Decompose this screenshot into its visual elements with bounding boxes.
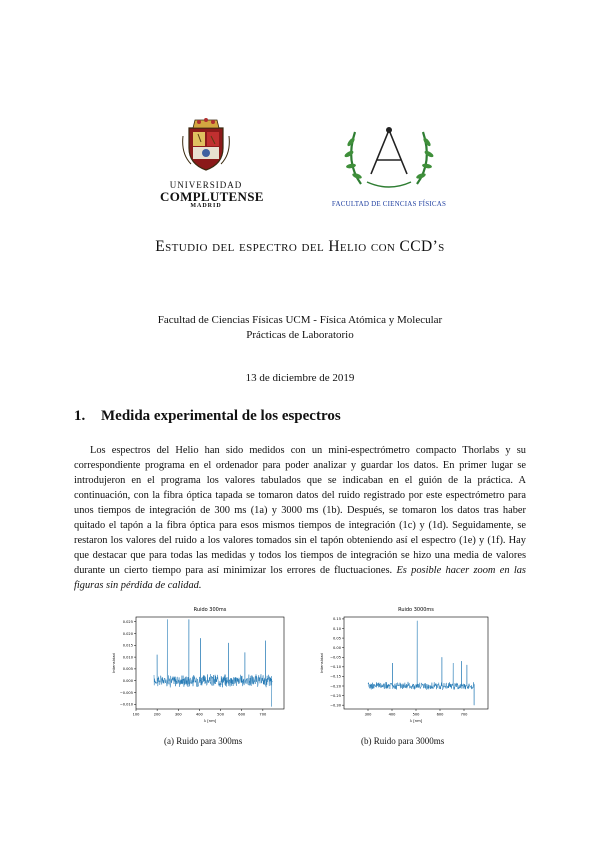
chart-title: Ruido 300ms	[193, 607, 227, 613]
plot-frame	[136, 617, 284, 709]
y-tick-label: 0.00	[332, 645, 341, 650]
section-number: 1.	[74, 408, 86, 424]
ucm-line3: MADRID	[190, 203, 222, 209]
y-tick-label: 0.025	[122, 620, 133, 625]
y-tick-label: 0.005	[122, 667, 133, 672]
x-tick-label: 100	[132, 712, 140, 717]
x-tick-label: 400	[388, 712, 396, 717]
series-line	[368, 621, 475, 705]
y-tick-label: 0.010	[122, 655, 133, 660]
x-axis-label: λ [nm]	[203, 718, 217, 723]
figure-ruido-3000ms	[318, 603, 494, 725]
body-paragraph	[74, 443, 526, 593]
y-tick-label: −0.05	[329, 655, 341, 660]
section-title: Medida experimental de los espectros	[101, 408, 341, 424]
ucm-line1: UNIVERSIDAD	[169, 180, 243, 190]
paragraph-italic-note: Es posible hacer zoom en las figuras sin pérdida de calidad.	[74, 565, 526, 591]
y-axis-label: Intensidad	[319, 653, 324, 673]
x-tick-label: 500	[217, 712, 225, 717]
caption-b: (b) Ruido para 3000ms	[361, 736, 445, 746]
y-tick-label: 0.015	[122, 643, 133, 648]
y-tick-label: −0.30	[329, 703, 341, 708]
date: 13 de diciembre de 2019	[245, 372, 355, 384]
ucm-line2: COMPLUTENSE	[160, 189, 264, 204]
section-heading	[74, 408, 341, 425]
y-tick-label: 0.15	[332, 617, 341, 622]
y-tick-label: 0.05	[332, 636, 341, 641]
y-tick-label: −0.10	[329, 665, 341, 670]
x-tick-label: 500	[412, 712, 420, 717]
y-tick-label: 0.10	[332, 626, 341, 631]
y-tick-label: 0.000	[122, 678, 133, 683]
chart-title: Ruido 3000ms	[398, 607, 434, 613]
paragraph-body: Los espectros del Helio han sido medidos con un mini-espectrómetro compacto Thorlabs y su correspondiente programa en el ordenador para poder analizar y guardar los datos. En primer lugar se introdujeron en el programa los valores tabulados que se indicaban en el guión de la práctica. A continuación, con la fibra óptica tapada se tomaron datos del ruido registrado por este espectrómetro para unos tiempos de integración de 300 ms (1a) y 3000 ms (1b). Después, se tomaron los datos tras haber quitado el tapón a la fibra óptica para esos mismos tiempos de integración (1c) y (1d). Seguidamente, se restaron los valores del ruido a los valores tomados sin el tapón obteniendo así el espectro (1e) y (1f). Hay que destacar que para todas las medidas y todos los tiempos de integración se hizo una media de valores durante un cierto tiempo para así minimizar los errores de fluctuaciones.	[74, 445, 526, 576]
figure-ruido-300ms	[110, 603, 290, 725]
fcf-name: FACULTAD DE CIENCIAS FÍSICAS	[331, 200, 447, 208]
y-tick-label: −0.15	[329, 674, 341, 679]
x-tick-label: 200	[153, 712, 161, 717]
x-tick-label: 300	[174, 712, 182, 717]
y-tick-label: −0.005	[119, 690, 133, 695]
x-tick-label: 600	[238, 712, 246, 717]
page-title: Estudio del espectro del Helio con CCD’s	[155, 238, 445, 255]
x-tick-label: 700	[460, 712, 468, 717]
y-axis-label: Intensidad	[111, 653, 116, 673]
series-line	[154, 619, 272, 706]
caption-a: (a) Ruido para 300ms	[164, 736, 243, 746]
ucm-logo	[160, 114, 264, 210]
x-tick-label: 300	[364, 712, 372, 717]
affiliation	[0, 313, 600, 343]
x-axis-label: λ [nm]	[409, 718, 423, 723]
x-tick-label: 600	[436, 712, 444, 717]
y-tick-label: 0.020	[122, 631, 133, 636]
affiliation-line1: Facultad de Ciencias Físicas UCM - Física Atómica y Molecular	[157, 314, 443, 326]
plot-frame	[344, 617, 488, 709]
x-tick-label: 400	[195, 712, 203, 717]
y-tick-label: −0.010	[119, 702, 133, 707]
y-tick-label: −0.20	[329, 684, 341, 689]
y-tick-label: −0.25	[329, 693, 341, 698]
fcf-emblem-icon	[339, 112, 439, 196]
fcf-logo	[325, 112, 453, 210]
ucm-crest-icon	[181, 114, 231, 174]
affiliation-line2: Prácticas de Laboratorio	[246, 329, 354, 341]
x-tick-label: 700	[259, 712, 267, 717]
